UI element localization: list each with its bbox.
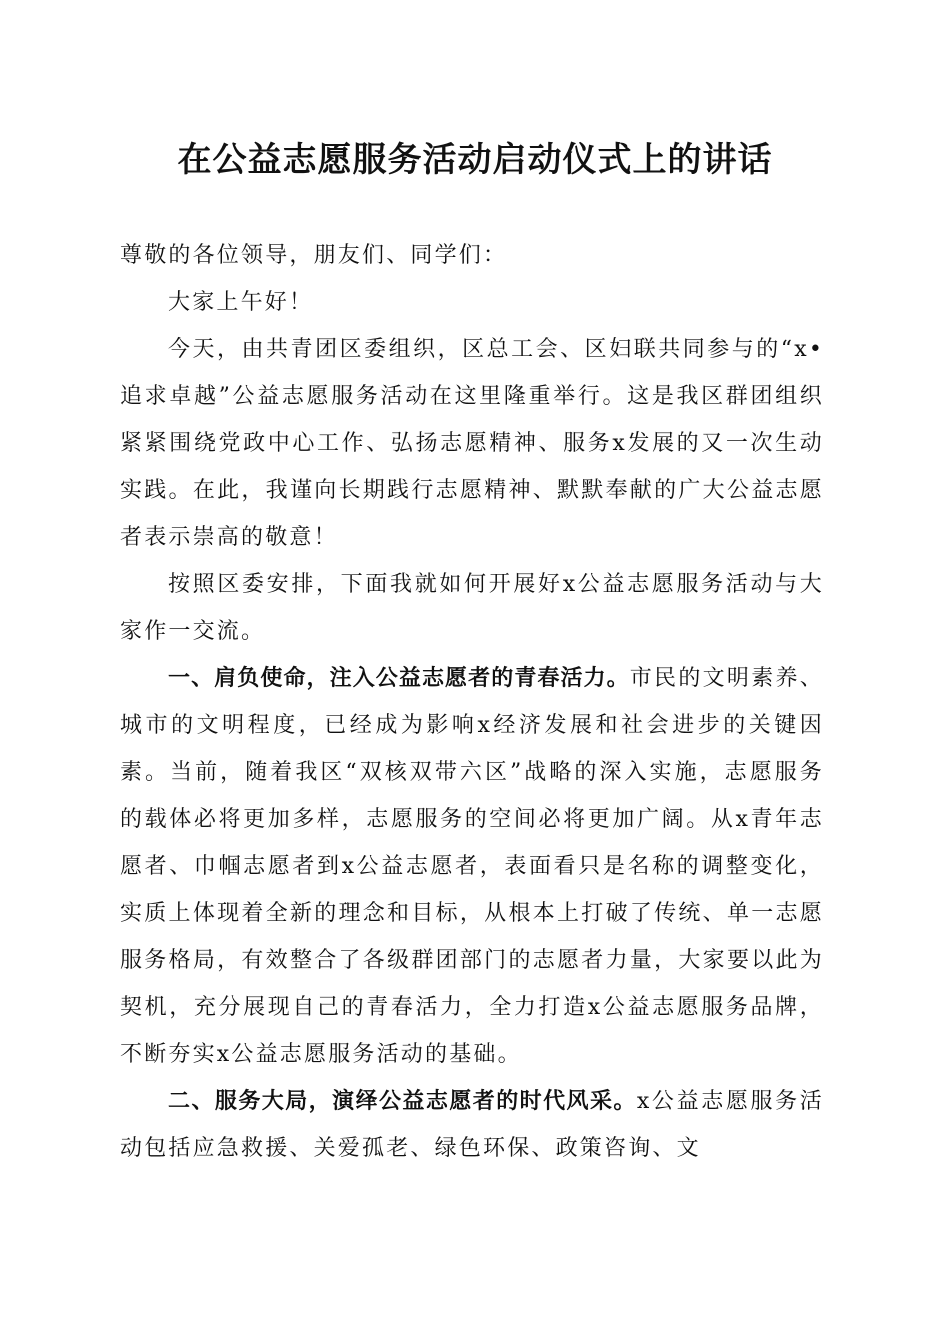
document-body <box>120 232 824 1172</box>
section-1 <box>120 655 824 1078</box>
document-title: 在公益志愿服务活动启动仪式上的讲话 <box>177 140 773 180</box>
section-2-text: x公益志愿服务活动包括应急救援、关爱孤老、绿色环保、政策咨询、文 <box>120 1089 824 1161</box>
paragraph-arrangement: 按照区委安排，下面我就如何开展好x公益志愿服务活动与大家作一交流。 <box>120 572 824 644</box>
section-1-text: 市民的文明素养、城市的文明程度，已经成为影响x经济发展和社会进步的关键因素。当前，随着我区“双核双带六区”战略的深入实施，志愿服务的载体必将更加多样，志愿服务的空间必将更加广阔。从x青年志愿者、巾帼志愿者到x公益志愿者，表面看只是名称的调整变化，实质上体现着全新的理念和目标，从根本上打破了传统、单一志愿服务格局，有效整合了各级群团部门的志愿者力量，大家要以此为契机，充分展现自己的青春活力，全力打造x公益志愿服务品牌，不断夯实x公益志愿服务活动的基础。 <box>120 666 824 1067</box>
paragraph-opening: 今天，由共青团区委组织，区总工会、区妇联共同参与的“x•追求卓越”公益志愿服务活动在这里隆重举行。这是我区群团组织紧紧围绕党政中心工作、弘扬志愿精神、服务x发展的又一次生动实践。在此，我谨向长期践行志愿精神、默默奉献的广大公益志愿者表示崇高的敬意！ <box>120 337 824 550</box>
section-2-heading: 二、服务大局，演绎公益志愿者的时代风采。 <box>168 1089 637 1114</box>
greeting: 大家上午好！ <box>168 290 314 315</box>
section-2 <box>120 1078 824 1172</box>
salutation: 尊敬的各位领导，朋友们、同学们： <box>120 243 508 268</box>
section-1-heading: 一、肩负使命，注入公益志愿者的青春活力。 <box>168 666 630 691</box>
